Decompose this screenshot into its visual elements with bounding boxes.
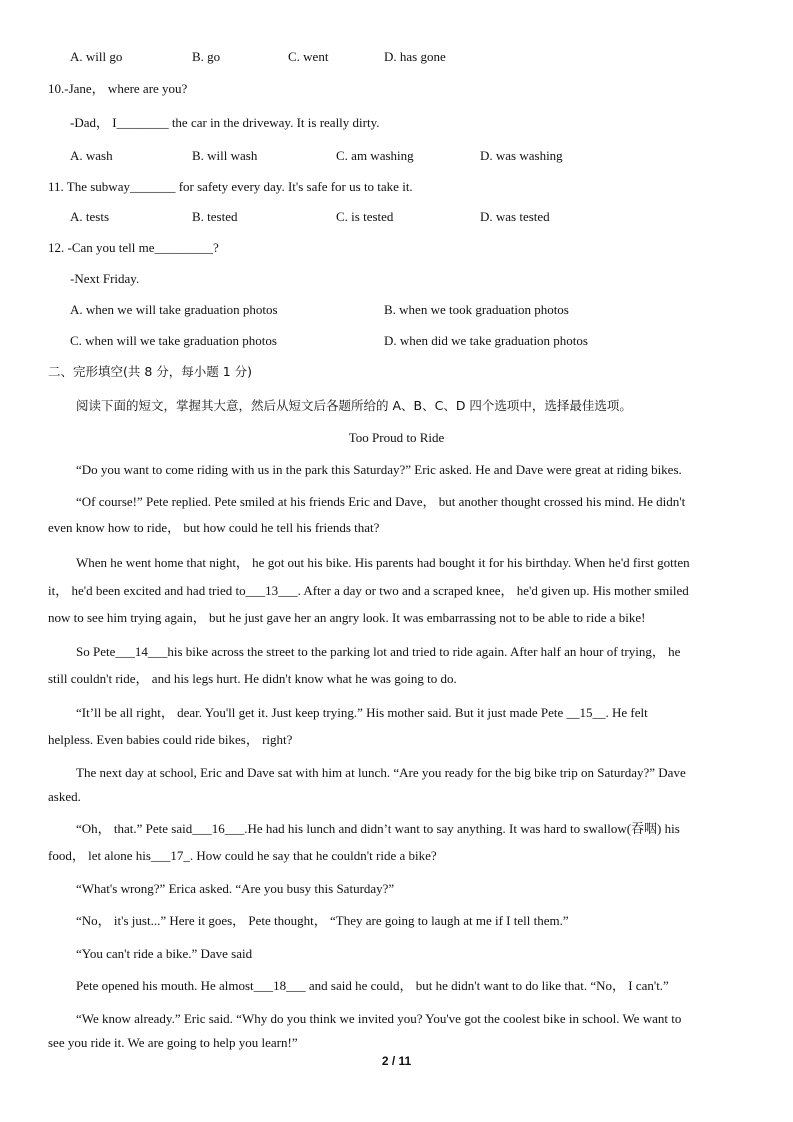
q12-option-a: A. when we will take graduation photos — [70, 302, 278, 317]
passage-line: “Oh， that.” Pete said___16___.He had his lunch and didn’t want to say anything. It was hard to swallow(吞咽) his — [76, 821, 680, 836]
q11-option-c: C. is tested — [336, 209, 394, 224]
q10-option-a: A. wash — [70, 148, 113, 163]
passage-line: “It’ll be all right， dear. You'll get it. Just keep trying.” His mother said. But it just made Pete __15__. He felt — [76, 705, 648, 720]
section-instruction: 阅读下面的短文，掌握其大意，然后从短文后各题所给的 A、B、C、D 四个选项中，选择最佳选项。 — [76, 398, 632, 413]
passage-line: “You can't ride a bike.” Dave said — [76, 946, 253, 961]
q9-option-d: D. has gone — [384, 49, 446, 64]
q11-option-d: D. was tested — [480, 209, 550, 224]
q11-stem: 11. The subway_______ for safety every day. It's safe for us to take it. — [48, 179, 413, 194]
q10-option-d: D. was washing — [480, 148, 563, 163]
q9-option-a: A. will go — [70, 49, 123, 64]
passage-line: “No， it's just...” Here it goes， Pete thought， “They are going to laugh at me if I tell them.” — [76, 913, 569, 928]
passage-line: food， let alone his___17_. How could he say that he couldn't ride a bike? — [48, 848, 437, 863]
q10-answer: -Dad， I________ the car in the driveway. It is really dirty. — [70, 115, 380, 130]
q12-option-d: D. when did we take graduation photos — [384, 333, 588, 348]
passage-line: Pete opened his mouth. He almost___18___ and said he could， but he didn't want to do like that. “No， I can't.” — [76, 978, 669, 993]
passage-line: now to see him trying again， but he just gave her an angry look. It was embarrassing not to be able to ride a bike! — [48, 610, 646, 625]
q10-stem: 10.-Jane， where are you? — [48, 81, 188, 96]
q9-option-b: B. go — [192, 49, 221, 64]
q10-option-c: C. am washing — [336, 148, 414, 163]
passage-line: helpless. Even babies could ride bikes， right? — [48, 732, 293, 747]
passage-line: it， he'd been excited and had tried to___13___. After a day or two and a scraped knee， he'd given up. His mother smiled — [48, 583, 689, 598]
q12-stem: 12. -Can you tell me_________? — [48, 240, 219, 255]
passage-line: “What's wrong?” Erica asked. “Are you busy this Saturday?” — [76, 881, 395, 896]
q11-option-b: B. tested — [192, 209, 238, 224]
passage-line: “Of course!” Pete replied. Pete smiled at his friends Eric and Dave， but another thought crossed his mind. He didn't — [76, 494, 686, 509]
passage-line: So Pete___14___his bike across the street to the parking lot and tried to ride again. After half an hour of trying， he — [76, 644, 681, 659]
q12-option-c: C. when will we take graduation photos — [70, 333, 277, 348]
passage-line: “Do you want to come riding with us in the park this Saturday?” Eric asked. He and Dave were great at riding bikes. — [76, 462, 682, 477]
passage-line: still couldn't ride， and his legs hurt. He didn't know what he was going to do. — [48, 671, 457, 686]
q9-option-c: C. went — [288, 49, 329, 64]
passage-line: The next day at school, Eric and Dave sat with him at lunch. “Are you ready for the big bike trip on Saturday?” Dave — [76, 765, 686, 780]
q12-option-b: B. when we took graduation photos — [384, 302, 569, 317]
passage-line: When he went home that night， he got out his bike. His parents had bought it for his birthday. When he'd first gotten — [76, 555, 690, 570]
q10-option-b: B. will wash — [192, 148, 258, 163]
passage-line: even know how to ride， but how could he tell his friends that? — [48, 520, 380, 535]
passage-line: “We know already.” Eric said. “Why do you think we invited you? You've got the coolest bike in school. We want to — [76, 1011, 682, 1026]
q11-option-a: A. tests — [70, 209, 109, 224]
section-heading: 二、完形填空(共 8 分，每小题 1 分) — [48, 364, 253, 379]
passage-line: see you ride it. We are going to help you learn!” — [48, 1035, 298, 1050]
passage-title: Too Proud to Ride — [348, 430, 445, 445]
q12-answer: -Next Friday. — [70, 271, 140, 286]
page-number: 2 / 11 — [381, 1054, 412, 1068]
passage-line: asked. — [48, 789, 81, 804]
